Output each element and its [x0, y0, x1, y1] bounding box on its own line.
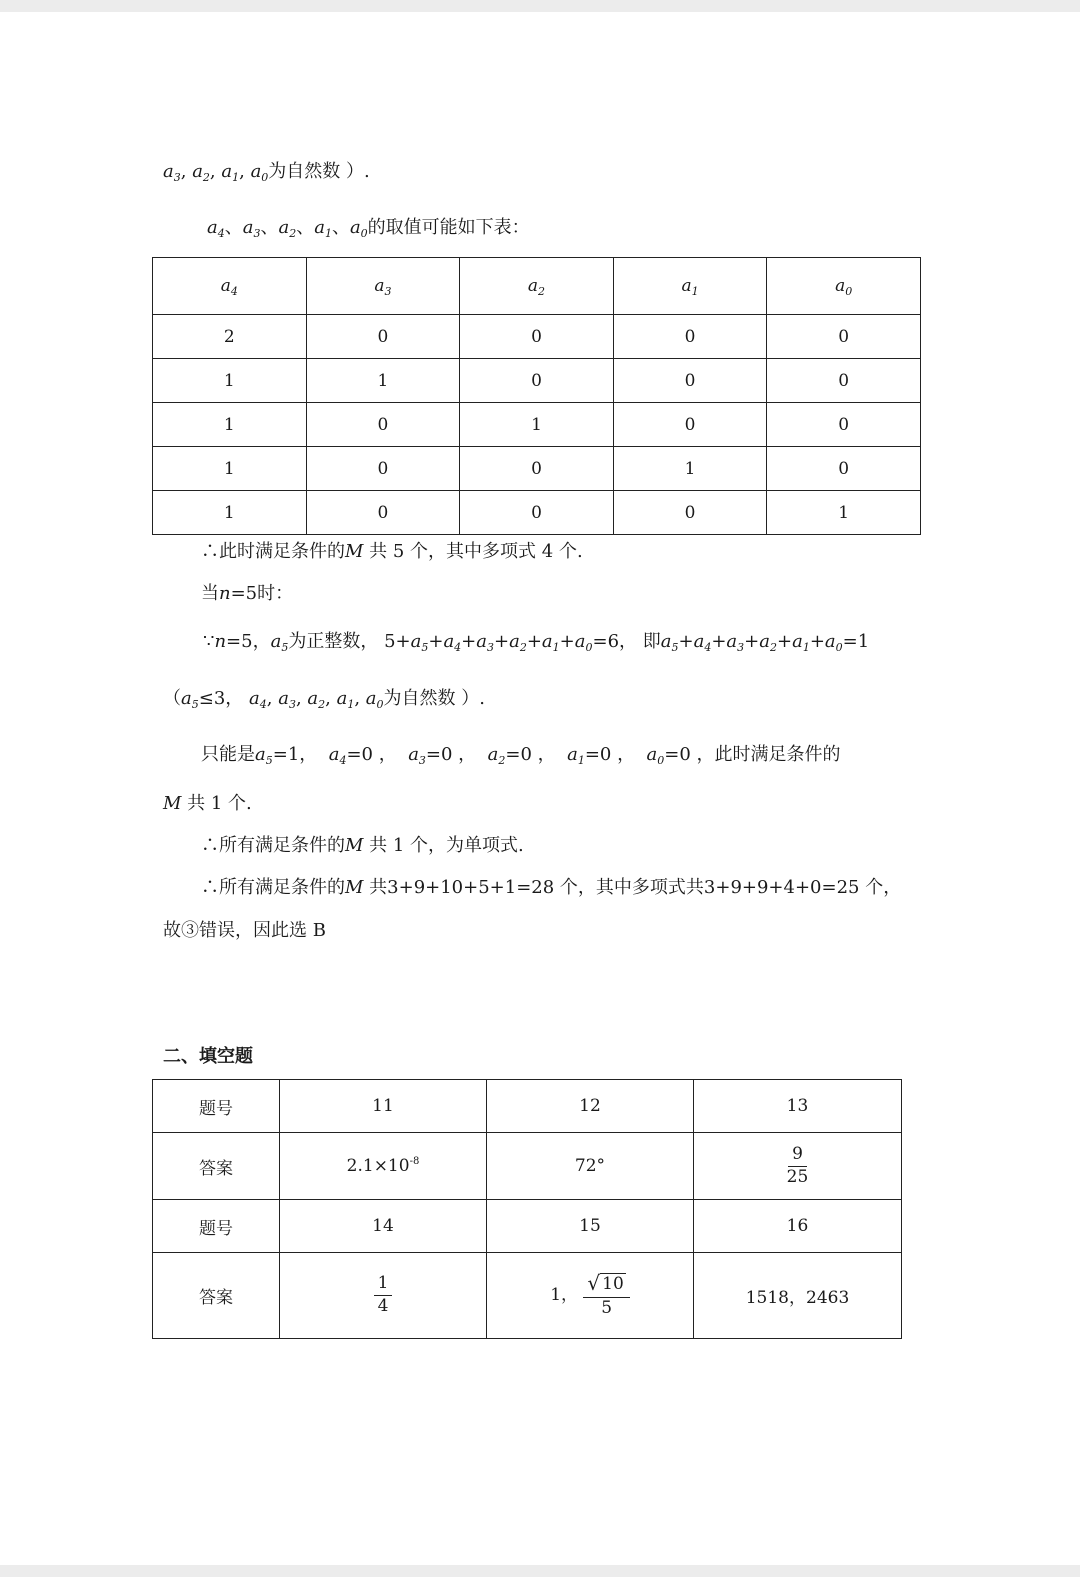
table-row: [153, 315, 921, 359]
row-label: 题号: [153, 1080, 280, 1133]
line-table-intro: $a_4$、$a_3$、$a_2$、$a_1$、$a_0$的取值可能如下表：: [207, 217, 530, 240]
table-cell: 1: [460, 403, 614, 447]
table-cell: 1: [153, 403, 307, 447]
table-cell: 1: [153, 447, 307, 491]
line-conclusion: 故③错误，因此选 B: [163, 920, 326, 941]
table-cell: 0: [460, 315, 614, 359]
table-cell: 1: [306, 359, 460, 403]
answer-table: [152, 1079, 902, 1339]
line-count-one: M 共 1 个.: [163, 793, 252, 814]
bottom-edge: [0, 1565, 1080, 1577]
table-cell: 0: [460, 359, 614, 403]
question-number: 16: [694, 1200, 902, 1253]
table-cell: 1: [153, 359, 307, 403]
answer-cell: 1518，2463: [694, 1253, 902, 1339]
table-cell: 1: [767, 491, 921, 535]
line-monomial: ∴所有满足条件的M 共 1 个，为单项式.: [201, 835, 524, 856]
row-label: 答案: [153, 1133, 280, 1200]
table-cell: 0: [306, 315, 460, 359]
top-edge: [0, 0, 1080, 12]
answer-cell: 1， √ 10 5: [487, 1253, 694, 1339]
table-header-cell: $a_3$: [306, 258, 460, 315]
table-row: [153, 447, 921, 491]
table-row: [153, 1253, 902, 1339]
coefficient-table: [152, 257, 921, 535]
table-cell: 0: [460, 491, 614, 535]
table-row: [153, 491, 921, 535]
answer-cell: 72°: [487, 1133, 694, 1200]
line-case-n5: 当n=5时：: [201, 583, 294, 604]
fraction: √ 10 5: [583, 1273, 629, 1318]
table-header-cell: $a_0$: [767, 258, 921, 315]
question-number: 13: [694, 1080, 902, 1133]
line-count-five: ∴此时满足条件的M 共 5 个，其中多项式 4 个.: [201, 541, 583, 562]
table-row: [153, 1200, 902, 1253]
table-cell: 0: [613, 359, 767, 403]
question-number: 11: [280, 1080, 487, 1133]
table-cell: 2: [153, 315, 307, 359]
line-only-solution: 只能是$a_5=1$， $a_4=0$ ， $a_3=0$ ， $a_2=0$ ， $a_1=0$ ， $a_0=0$ ，此时满足条件的: [201, 744, 841, 767]
question-number: 12: [487, 1080, 694, 1133]
table-cell: 0: [613, 491, 767, 535]
sqrt-symbol: √ 10: [587, 1270, 624, 1295]
answer-cell: [694, 1133, 902, 1200]
table-row: [153, 403, 921, 447]
table-cell: 0: [613, 403, 767, 447]
answer-cell: $2.1\times 10^{-8}$: [280, 1133, 487, 1200]
table-cell: 0: [306, 447, 460, 491]
table-header-cell: $a_4$: [153, 258, 307, 315]
table-cell: 0: [613, 315, 767, 359]
table-cell: 0: [767, 315, 921, 359]
table-header-cell: $a_2$: [460, 258, 614, 315]
line-total: ∴所有满足条件的M 共3+9+10+5+1=28 个，其中多项式共3+9+9+4+0=25 个，: [201, 877, 902, 898]
table-cell: 1: [153, 491, 307, 535]
fraction: $\frac{9}{25}$: [786, 1143, 809, 1187]
table-row: [153, 1080, 902, 1133]
section-heading: 二、填空题: [163, 1046, 253, 1067]
table-cell: 0: [306, 491, 460, 535]
answer-cell: [280, 1253, 487, 1339]
table-cell: 0: [767, 403, 921, 447]
line-equation: ∵n=5，$a_5$为正整数， $5+a_5+a_4+a_3+a_2+a_1+a_0=6$， 即$a_5+a_4+a_3+a_2+a_1+a_0=1$: [203, 631, 870, 654]
table-row: [153, 1133, 902, 1200]
table-cell: 0: [460, 447, 614, 491]
line-constraints: （$a_5\le 3$， $a_4$, $a_3$, $a_2$, $a_1$, $a_0$为自然数 ）.: [163, 688, 485, 711]
table-cell: 1: [613, 447, 767, 491]
fraction: $\frac{1}{4}$: [374, 1274, 393, 1316]
row-label: 答案: [153, 1253, 280, 1339]
line-natural-numbers: $a_3$, $a_2$, $a_1$, $a_0$为自然数 ）.: [163, 161, 370, 184]
row-label: 题号: [153, 1200, 280, 1253]
table-cell: 0: [306, 403, 460, 447]
table-row: [153, 359, 921, 403]
question-number: 15: [487, 1200, 694, 1253]
table-cell: 0: [767, 447, 921, 491]
question-number: 14: [280, 1200, 487, 1253]
table-header-cell: $a_1$: [613, 258, 767, 315]
table-cell: 0: [767, 359, 921, 403]
